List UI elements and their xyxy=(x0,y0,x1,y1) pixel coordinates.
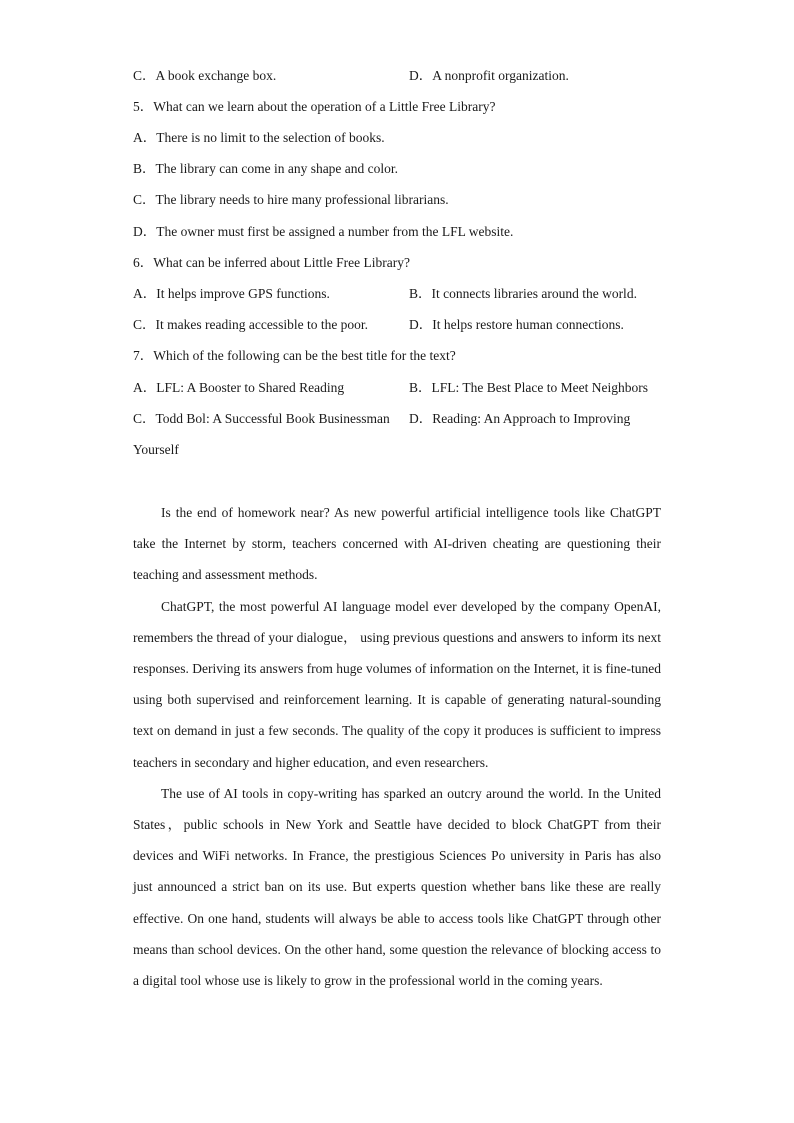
q4-option-d: D．A nonprofit organization. xyxy=(409,68,569,83)
q5-stem: 5．What can we learn about the operation of a Little Free Library? xyxy=(133,99,496,114)
q6-option-c: C．It makes reading accessible to the poor. xyxy=(133,317,369,332)
q7-options-row-1 xyxy=(133,379,661,397)
q7-option-d: D．Reading: An Approach to Improving xyxy=(409,411,631,426)
q5-option-b: B．The library can come in any shape and color. xyxy=(133,161,399,176)
q7-option-d-continued: Yourself xyxy=(133,442,179,457)
q5-option-d: D．The owner must first be assigned a number from the LFL website. xyxy=(133,224,514,239)
q6-stem: 6．What can be inferred about Little Free Library? xyxy=(133,255,411,270)
reading-passage xyxy=(133,497,661,996)
q7-option-b: B．LFL: The Best Place to Meet Neighbors xyxy=(409,380,648,395)
q5-option-c: C．The library needs to hire many professional librarians. xyxy=(133,192,449,207)
passage-paragraph-1: Is the end of homework near? As new powerful artificial intelligence tools like ChatGPT take the Internet by storm, teachers concerned with AI-driven cheating are questioning their teaching and assessment methods. xyxy=(133,505,661,583)
passage-paragraph-3: The use of AI tools in copy-writing has sparked an outcry around the world. In the United States，public schools in New York and Seattle have decided to block ChatGPT from their devices and WiFi networks. In France, the prestigious Sciences Po university in Paris has also just announced a strict ban on its use. But experts question whether bans like these are really effective. On one hand, students will always be able to access tools like ChatGPT through other means than school devices. On the other hand, some question the relevance of blocking access to a digital tool whose use is likely to grow in the professional world in the coming years. xyxy=(133,785,661,989)
passage-paragraph-2: ChatGPT, the most powerful AI language model ever developed by the company OpenAI, remembers the thread of your dialogue， using previous questions and answers to inform its next responses. Deriving its answers from huge volumes of information on the Internet, it is fine-tuned using both supervised and reinforcement learning. It is capable of generating natural-sounding text on demand in just a few seconds. The quality of the copy it produces is sufficient to impress teachers in secondary and higher education, and even researchers. xyxy=(133,598,661,770)
q6-options-row-1 xyxy=(133,285,661,303)
q6-options-row-2 xyxy=(133,316,661,334)
q4-option-c: C．A book exchange box. xyxy=(133,68,277,83)
q7-option-c: C．Todd Bol: A Successful Book Businessman xyxy=(133,411,390,426)
q6-option-b: B．It connects libraries around the world. xyxy=(409,286,637,301)
q6-option-d: D．It helps restore human connections. xyxy=(409,317,624,332)
q7-stem: 7．Which of the following can be the best title for the text? xyxy=(133,348,456,363)
q6-option-a: A．It helps improve GPS functions. xyxy=(133,286,330,301)
q7-option-a: A．LFL: A Booster to Shared Reading xyxy=(133,380,345,395)
q7-options-row-2 xyxy=(133,410,661,428)
q4-options-row xyxy=(133,67,661,85)
q5-option-a: A．There is no limit to the selection of books. xyxy=(133,130,385,145)
